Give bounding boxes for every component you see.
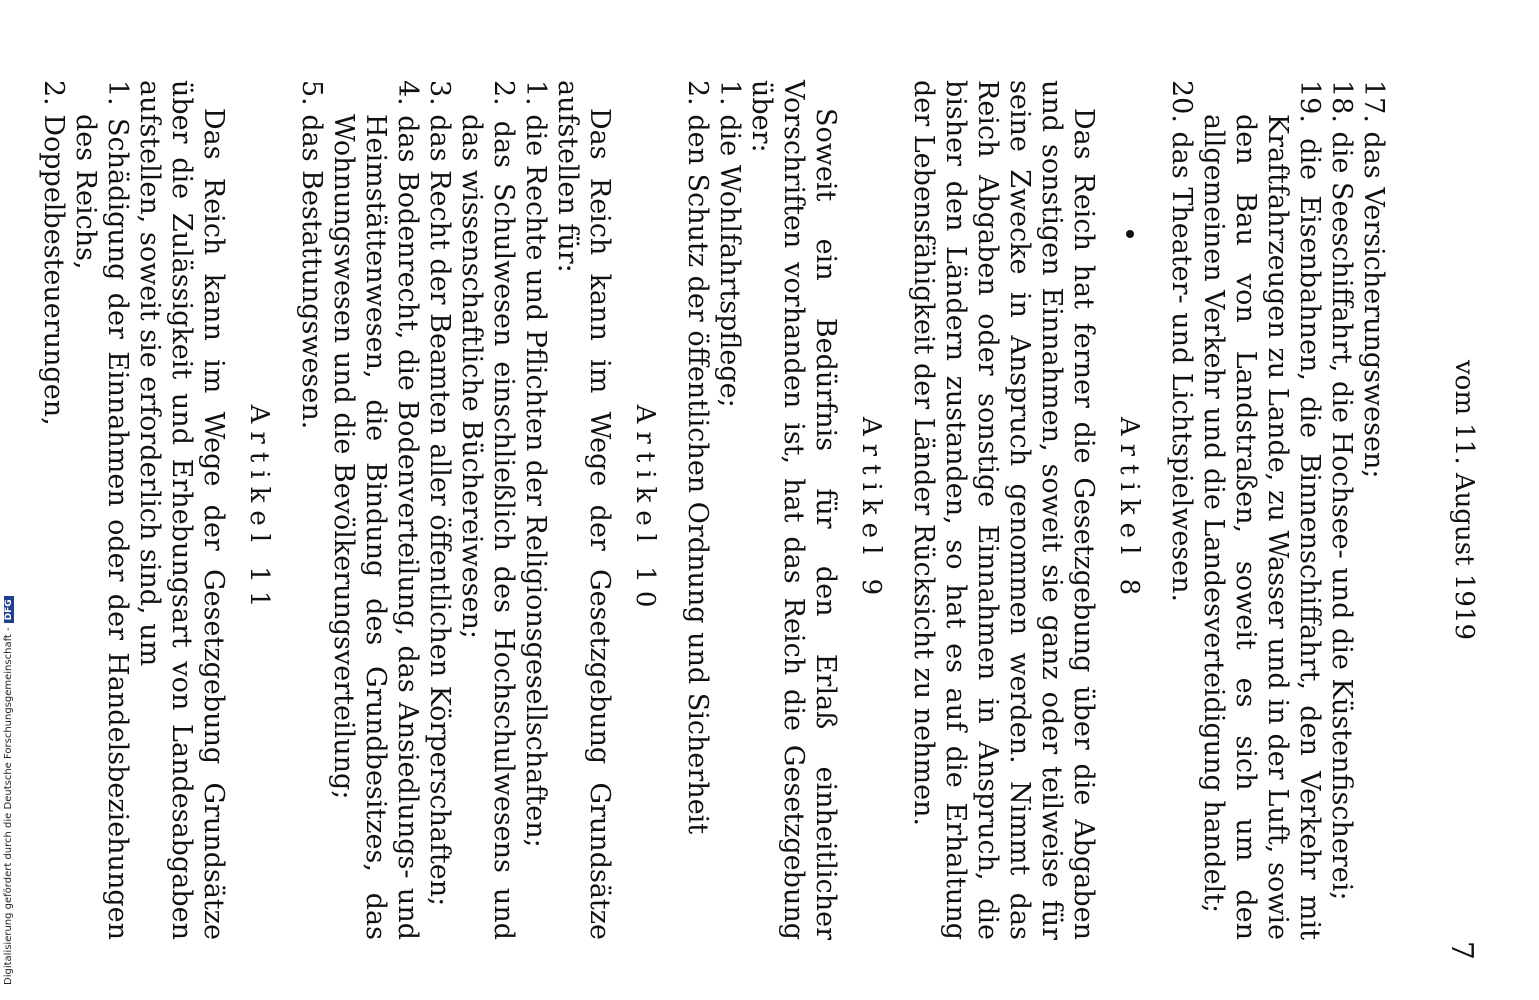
- article-8-text: Das Reich hat ferner die Gesetzgebung über die Abgaben und sonstigen Einnahmen, soweit sie ganz oder teilweise für seine Zwecke in Anspruch genommen werden. Nimmt das Reich Abgaben oder sonstige Einnahmen in Anspruch, die bisher den Ländern zustanden, so hat es auf die Erhaltung der Lebensfähigkeit der Länder Rücksicht zu nehmen.: [908, 80, 1099, 940]
- article-8-heading: Artikel 8: [1114, 416, 1144, 604]
- list-item: 3. das Recht der Beamten aller öffentlichen Körperschaften;: [424, 80, 455, 907]
- dfg-logo: DFG: [4, 596, 14, 623]
- article-11-intro: Das Reich kann im Wege der Gesetzgebung Grundsätze über die Zulässigkeit und Erhebungsart von Landesabgaben aufstellen, soweit sie erforderlich sind, um: [134, 80, 229, 940]
- article-9-list: [681, 80, 745, 940]
- list-item: 1. Schädigung der Einnahmen oder der Handelsbeziehungen des Reichs,: [70, 80, 133, 940]
- article-11-list: [37, 80, 133, 940]
- list-item: 2. den Schutz der öffentlichen Ordnung und Sicherheit: [682, 80, 713, 835]
- list-item: 2. Doppelbesteuerungen,: [38, 80, 69, 426]
- page-number: 7: [1444, 940, 1479, 960]
- article-10-list: [295, 80, 551, 940]
- list-item: 1. die Wohlfahrtspflege;: [714, 80, 745, 408]
- article-10-heading: Artikel 10: [630, 404, 660, 616]
- list-item: 17. das Versicherungswesen;: [1358, 80, 1389, 479]
- list-item: 2. das Schulwesen einschließlich des Hochschulwesens und das wissenschaftliche Büchereiwesen;: [456, 80, 519, 940]
- list-item: 5. das Bestattungswesen.: [296, 80, 327, 430]
- document-body: [37, 80, 1389, 940]
- list-item: 1. die Rechte und Pflichten der Religionsgesellschaften;: [520, 80, 551, 848]
- list-item: 19. die Eisenbahnen, die Binnenschiffahrt, den Verkehr mit Kraftfahrzeugen zu Lande, zu Wasser und in der Luft, sowie den Bau von Landstraßen, soweit es sich um den allgemeinen Verkehr und die Landesverteidigung handelt;: [1198, 80, 1325, 940]
- top-list: [1165, 80, 1389, 940]
- list-item: 18. die Seeschiffahrt, die Hochsee- und die Küstenfischerei;: [1326, 80, 1357, 901]
- article-9-intro: Soweit ein Bedürfnis für den Erlaß einheitlicher Vorschriften vorhanden ist, hat das Reich die Gesetzgebung über:: [746, 80, 841, 940]
- digitization-credit: [3, 565, 14, 985]
- list-item: 4. das Bodenrecht, die Bodenverteilung, das Ansiedlungs- und Heimstättenwesen, die Bindung des Grundbesitzes, das Wohnungswesen und die Bevölkerungsverteilung;: [328, 80, 423, 940]
- header-title: vom 11. August 1919: [1449, 359, 1479, 640]
- credit-text: Digitalisierung gefördert durch die Deutsche Forschungsgemeinschaft -: [3, 627, 14, 985]
- article-9-heading: Artikel 9: [856, 416, 886, 604]
- list-item: 20. das Theater- und Lichtspielwesen.: [1166, 80, 1197, 603]
- page-header: [1439, 0, 1479, 1000]
- article-11-heading: Artikel 11: [244, 404, 274, 616]
- article-10-intro: Das Reich kann im Wege der Gesetzgebung Grundsätze aufstellen für:: [552, 80, 615, 940]
- digitization-sidebar: [0, 0, 22, 1000]
